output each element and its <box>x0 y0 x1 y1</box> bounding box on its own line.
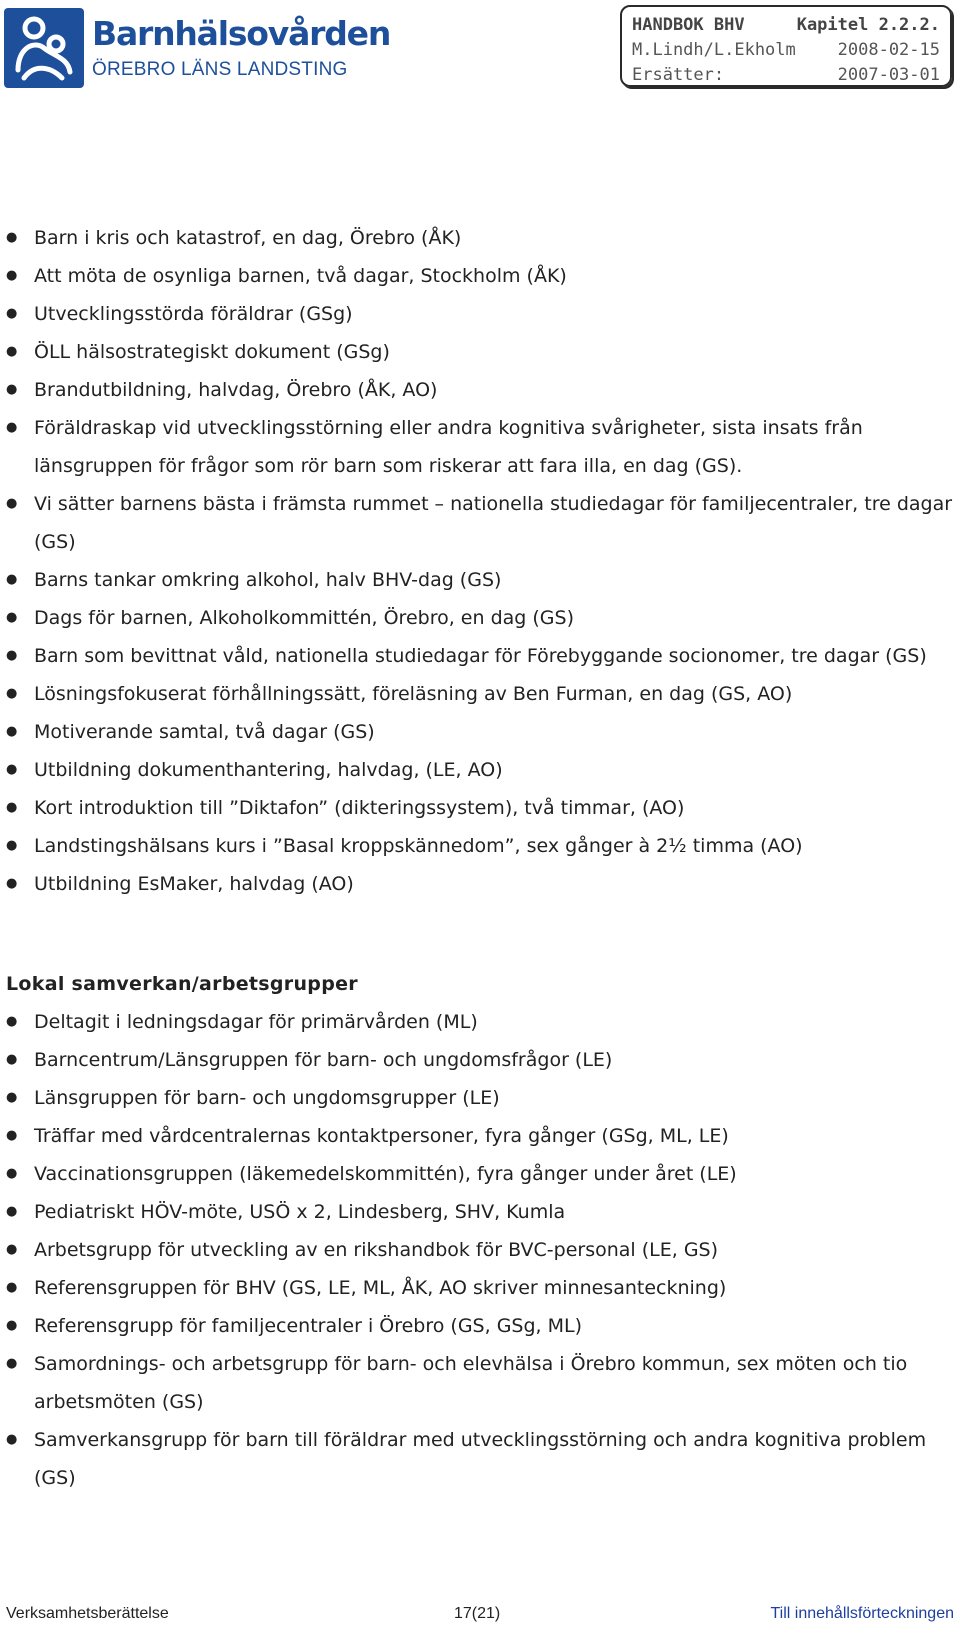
list-item <box>6 675 954 713</box>
bullet-dot-icon: ● <box>6 838 18 853</box>
list-item-text: Referensgrupp för familjecentraler i Örebro (GS, GSg, ML) <box>34 1315 583 1337</box>
bullet-dot-icon: ● <box>6 1128 18 1143</box>
list-item-text: Brandutbildning, halvdag, Örebro (ÅK, AO) <box>34 379 438 401</box>
list-item <box>6 1155 954 1193</box>
list-item-text: Motiverande samtal, två dagar (GS) <box>34 721 375 743</box>
list-item-text: Vaccinationsgruppen (läkemedelskommittén), fyra gånger under året (LE) <box>34 1163 737 1185</box>
page-number: 17(21) <box>454 1605 501 1622</box>
collaboration-list <box>6 1003 954 1497</box>
bullet-dot-icon: ● <box>6 496 18 511</box>
bullet-dot-icon: ● <box>6 1242 18 1257</box>
bullet-dot-icon: ● <box>6 230 18 245</box>
bullet-dot-icon: ● <box>6 1090 18 1105</box>
logo-name: Barnhälsovården <box>92 14 391 53</box>
list-item-text: Lösningsfokuserat förhållningssätt, föreläsning av Ben Furman, en dag (GS, AO) <box>34 683 793 705</box>
list-item <box>6 257 954 295</box>
list-item-text: Utvecklingsstörda föräldrar (GSg) <box>34 303 353 325</box>
list-item <box>6 1231 954 1269</box>
list-item-text: Vi sätter barnens bästa i främsta rummet – nationella studiedagar för familjecentraler, tre dagar (GS) <box>34 493 953 553</box>
list-item-text: Att möta de osynliga barnen, två dagar, Stockholm (ÅK) <box>34 265 567 287</box>
bullet-dot-icon: ● <box>6 1280 18 1295</box>
list-item-text: Dags för barnen, Alkoholkommittén, Örebro, en dag (GS) <box>34 607 574 629</box>
list-item <box>6 371 954 409</box>
list-item <box>6 1269 954 1307</box>
list-item-text: Referensgruppen för BHV (GS, LE, ML, ÅK, AO skriver minnesanteckning) <box>34 1277 727 1299</box>
bullet-dot-icon: ● <box>6 306 18 321</box>
bullet-dot-icon: ● <box>6 724 18 739</box>
bullet-dot-icon: ● <box>6 1356 18 1371</box>
list-item-text: Länsgruppen för barn- och ungdomsgrupper (LE) <box>34 1087 500 1109</box>
bullet-dot-icon: ● <box>6 648 18 663</box>
page-footer <box>6 1605 954 1627</box>
bullet-dot-icon: ● <box>6 1318 18 1333</box>
list-item-text: Arbetsgrupp för utveckling av en rikshandbok för BVC-personal (LE, GS) <box>34 1239 719 1261</box>
bullet-dot-icon: ● <box>6 572 18 587</box>
list-item-text: Kort introduktion till ”Diktafon” (dikteringssystem), två timmar, (AO) <box>34 797 685 819</box>
bullet-dot-icon: ● <box>6 1432 18 1447</box>
list-item-text: Pediatriskt HÖV-möte, USÖ x 2, Lindesberg, SHV, Kumla <box>34 1201 566 1223</box>
list-item <box>6 1041 954 1079</box>
list-item-text: Deltagit i ledningsdagar för primärvården (ML) <box>34 1011 478 1033</box>
chapter-number: Kapitel 2.2.2. <box>796 15 940 35</box>
replaces-date: 2007-03-01 <box>837 65 940 85</box>
list-item <box>6 333 954 371</box>
list-item-text: Träffar med vårdcentralernas kontaktpersoner, fyra gånger (GSg, ML, LE) <box>34 1125 729 1147</box>
list-item-text: Utbildning dokumenthantering, halvdag, (LE, AO) <box>34 759 503 781</box>
bullet-dot-icon: ● <box>6 800 18 815</box>
logo-subtitle: ÖREBRO LÄNS LANDSTING <box>92 59 348 80</box>
list-item <box>6 1117 954 1155</box>
list-item <box>6 1193 954 1231</box>
bullet-dot-icon: ● <box>6 762 18 777</box>
list-item-text: Barn som bevittnat våld, nationella studiedagar för Förebyggande socionomer, tre dagar (GS) <box>34 645 927 667</box>
authors: M.Lindh/L.Ekholm <box>632 40 796 60</box>
bullet-dot-icon: ● <box>6 610 18 625</box>
section-heading: Lokal samverkan/arbetsgrupper <box>6 973 358 995</box>
barnhalsovarden-logo-icon <box>4 8 84 88</box>
bullet-dot-icon: ● <box>6 1204 18 1219</box>
education-list <box>6 219 954 903</box>
document-info-box <box>620 5 952 87</box>
list-item-text: Föräldraskap vid utvecklingsstörning eller andra kognitiva svårigheter, sista insats från länsgruppen för frågor som rör barn som riskerar att fara illa, en dag (GS). <box>34 417 863 477</box>
list-item <box>6 1307 954 1345</box>
bullet-dot-icon: ● <box>6 876 18 891</box>
list-item <box>6 713 954 751</box>
list-item <box>6 1003 954 1041</box>
list-item <box>6 485 954 561</box>
bullet-dot-icon: ● <box>6 382 18 397</box>
header-logo <box>4 8 391 88</box>
list-item <box>6 827 954 865</box>
bullet-dot-icon: ● <box>6 1052 18 1067</box>
list-item <box>6 637 954 675</box>
toc-link[interactable]: Till innehållsförteckningen <box>770 1605 954 1622</box>
list-item <box>6 751 954 789</box>
list-item <box>6 1079 954 1117</box>
bullet-dot-icon: ● <box>6 344 18 359</box>
doc-type: HANDBOK BHV <box>632 15 745 35</box>
list-item <box>6 561 954 599</box>
list-item-text: Barncentrum/Länsgruppen för barn- och ungdomsfrågor (LE) <box>34 1049 613 1071</box>
list-item-text: Samverkansgrupp för barn till föräldrar med utvecklingsstörning och andra kognitiva problem (GS) <box>34 1429 927 1489</box>
list-item-text: Landstingshälsans kurs i ”Basal kroppskännedom”, sex gånger à 2½ timma (AO) <box>34 835 803 857</box>
footer-document-name: Verksamhetsberättelse <box>6 1605 169 1622</box>
list-item <box>6 865 954 903</box>
list-item-text: Utbildning EsMaker, halvdag (AO) <box>34 873 354 895</box>
bullet-dot-icon: ● <box>6 686 18 701</box>
bullet-dot-icon: ● <box>6 1166 18 1181</box>
list-item <box>6 409 954 485</box>
list-item-text: ÖLL hälsostrategiskt dokument (GSg) <box>34 341 390 363</box>
list-item-text: Samordnings- och arbetsgrupp för barn- och elevhälsa i Örebro kommun, sex möten och tio arbetsmöten (GS) <box>34 1353 908 1413</box>
replaces-label: Ersätter: <box>632 65 725 85</box>
bullet-dot-icon: ● <box>6 268 18 283</box>
list-item <box>6 789 954 827</box>
document-date: 2008-02-15 <box>837 40 940 60</box>
list-item <box>6 219 954 257</box>
list-item <box>6 295 954 333</box>
bullet-dot-icon: ● <box>6 420 18 435</box>
bullet-dot-icon: ● <box>6 1014 18 1029</box>
list-item <box>6 1421 954 1497</box>
list-item <box>6 1345 954 1421</box>
list-item <box>6 599 954 637</box>
main-content <box>6 219 954 1497</box>
list-item-text: Barns tankar omkring alkohol, halv BHV-dag (GS) <box>34 569 502 591</box>
list-item-text: Barn i kris och katastrof, en dag, Örebro (ÅK) <box>34 227 462 249</box>
